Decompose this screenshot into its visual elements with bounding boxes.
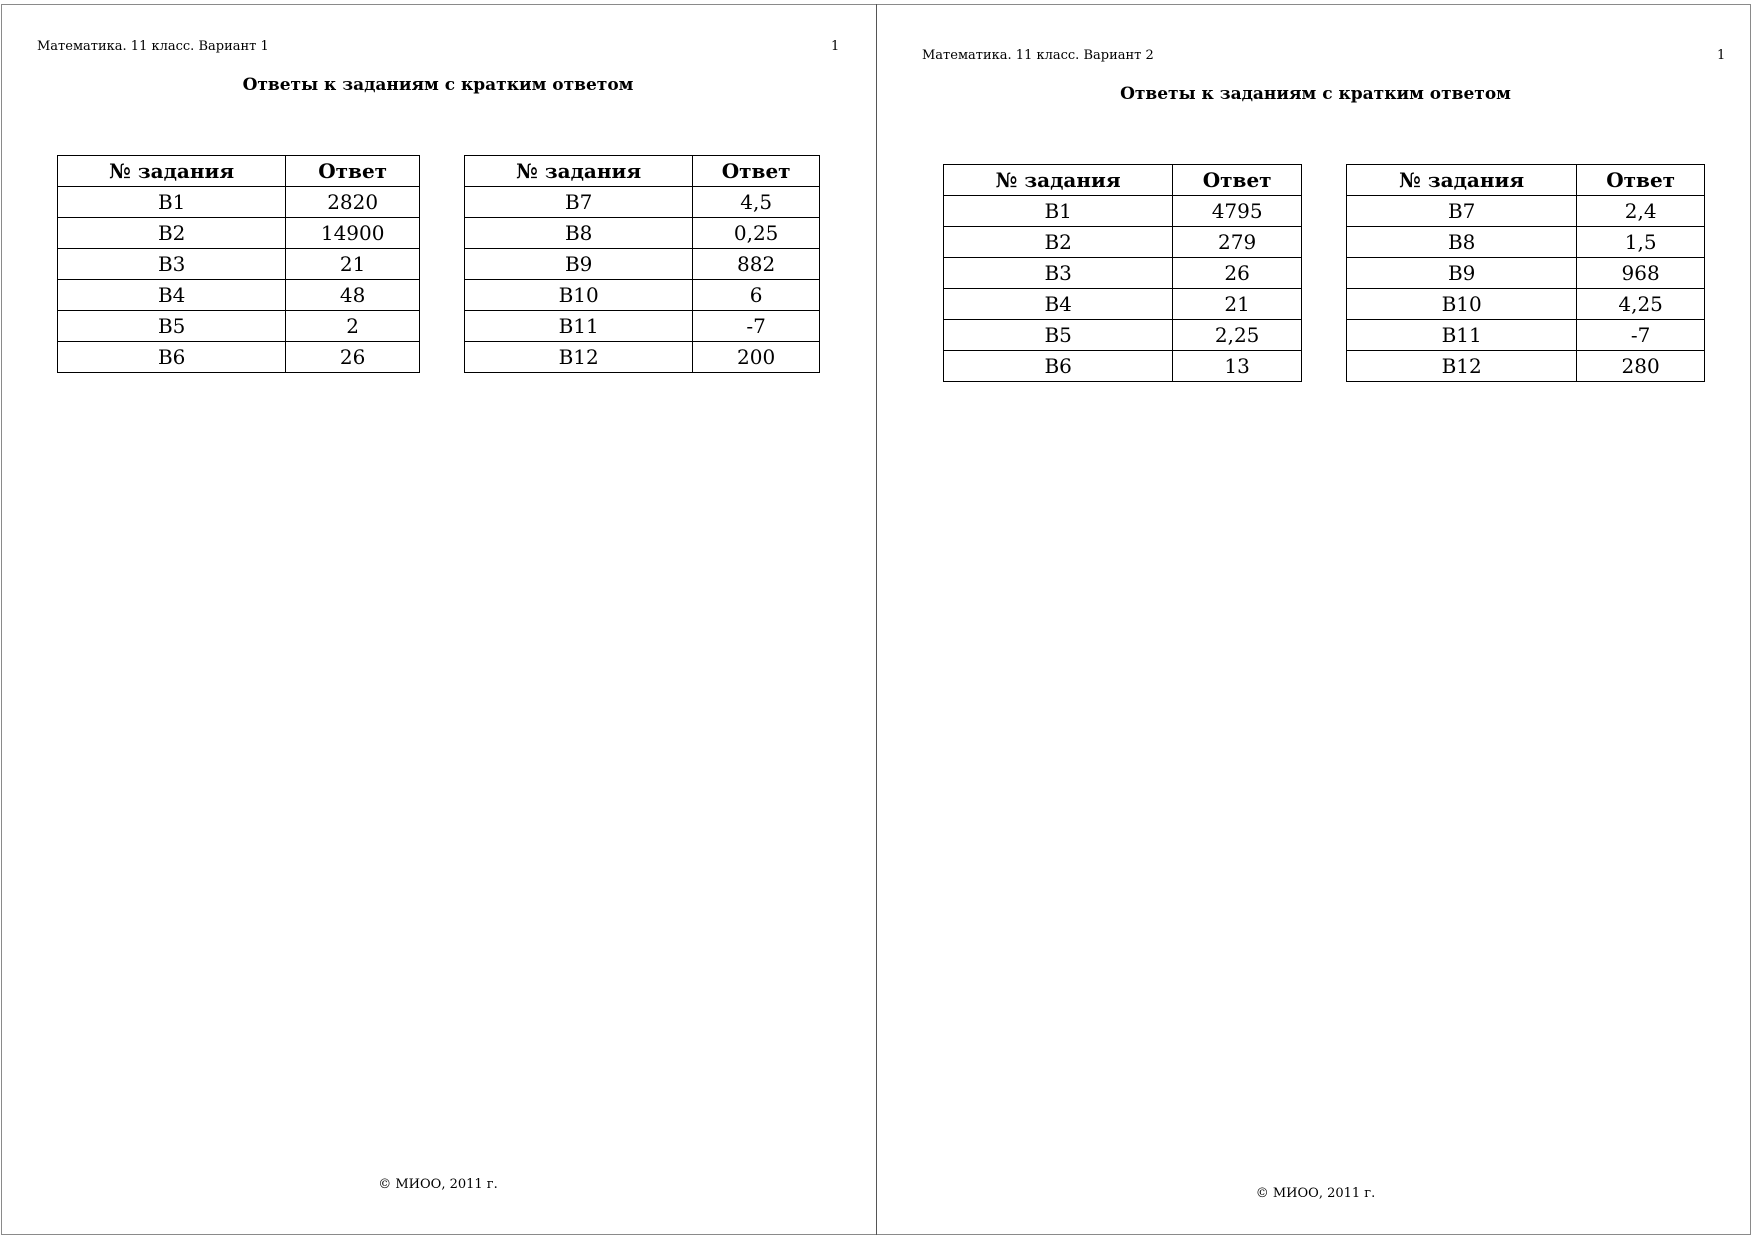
task-cell: B8 <box>465 218 693 249</box>
answer-cell: 0,25 <box>693 218 820 249</box>
answer-cell: 21 <box>1173 289 1302 320</box>
table-row <box>58 187 420 218</box>
table-row <box>1347 289 1705 320</box>
answer-cell: 6 <box>693 280 820 311</box>
table-row <box>58 249 420 280</box>
page-title: Ответы к заданиям с кратким ответом <box>242 75 634 95</box>
table-header-row <box>465 156 820 187</box>
task-cell: B1 <box>58 187 286 218</box>
table-row <box>58 342 420 373</box>
page-variant-2 <box>877 0 1754 1239</box>
table-row <box>465 342 820 373</box>
answer-cell: 26 <box>286 342 420 373</box>
column-header-answer: Ответ <box>286 156 420 187</box>
table-row <box>1347 227 1705 258</box>
task-cell: B2 <box>58 218 286 249</box>
answer-cell: 48 <box>286 280 420 311</box>
page-header: Математика. 11 класс. Вариант 2 <box>922 48 1154 63</box>
answer-cell: 14900 <box>286 218 420 249</box>
table-header-row <box>1347 165 1705 196</box>
task-cell: B12 <box>1347 351 1577 382</box>
task-cell: B3 <box>58 249 286 280</box>
task-cell: B6 <box>944 351 1173 382</box>
table-row <box>1347 351 1705 382</box>
column-header-task: № задания <box>58 156 286 187</box>
page-number: 1 <box>1717 48 1726 63</box>
table-row <box>944 320 1302 351</box>
answer-cell: 200 <box>693 342 820 373</box>
page-number: 1 <box>831 39 840 54</box>
table-row <box>944 227 1302 258</box>
answer-cell: 4,5 <box>693 187 820 218</box>
column-header-task: № задания <box>944 165 1173 196</box>
page-title: Ответы к заданиям с кратким ответом <box>1120 84 1511 104</box>
answers-table-left <box>943 164 1302 382</box>
task-cell: B3 <box>944 258 1173 289</box>
task-cell: B7 <box>465 187 693 218</box>
answer-cell: 26 <box>1173 258 1302 289</box>
task-cell: B12 <box>465 342 693 373</box>
answer-cell: 2,4 <box>1577 196 1705 227</box>
table-row <box>944 196 1302 227</box>
table-row <box>1347 320 1705 351</box>
answers-table-left <box>57 155 420 373</box>
answer-cell: 21 <box>286 249 420 280</box>
task-cell: B9 <box>1347 258 1577 289</box>
answer-cell: 2,25 <box>1173 320 1302 351</box>
column-header-task: № задания <box>465 156 693 187</box>
task-cell: B11 <box>1347 320 1577 351</box>
task-cell: B10 <box>1347 289 1577 320</box>
answer-cell: 1,5 <box>1577 227 1705 258</box>
page-variant-1 <box>0 0 876 1239</box>
answers-table-right <box>464 155 820 373</box>
answer-cell: 4795 <box>1173 196 1302 227</box>
page-header: Математика. 11 класс. Вариант 1 <box>37 39 269 54</box>
table-row <box>465 311 820 342</box>
table-row <box>58 280 420 311</box>
column-header-answer: Ответ <box>693 156 820 187</box>
task-cell: B5 <box>58 311 286 342</box>
page-footer: © МИОО, 2011 г. <box>378 1177 498 1192</box>
column-header-answer: Ответ <box>1577 165 1705 196</box>
task-cell: B4 <box>58 280 286 311</box>
task-cell: B10 <box>465 280 693 311</box>
answer-cell: 280 <box>1577 351 1705 382</box>
table-row <box>944 351 1302 382</box>
task-cell: B2 <box>944 227 1173 258</box>
answer-cell: 2820 <box>286 187 420 218</box>
task-cell: B1 <box>944 196 1173 227</box>
answer-cell: -7 <box>1577 320 1705 351</box>
task-cell: B11 <box>465 311 693 342</box>
table-row <box>465 280 820 311</box>
task-cell: B9 <box>465 249 693 280</box>
table-row <box>465 249 820 280</box>
task-cell: B4 <box>944 289 1173 320</box>
answer-cell: 13 <box>1173 351 1302 382</box>
table-row <box>944 289 1302 320</box>
answer-cell: 882 <box>693 249 820 280</box>
task-cell: B8 <box>1347 227 1577 258</box>
answer-cell: 968 <box>1577 258 1705 289</box>
task-cell: B6 <box>58 342 286 373</box>
table-row <box>944 258 1302 289</box>
answer-cell: 279 <box>1173 227 1302 258</box>
table-row <box>1347 258 1705 289</box>
answer-cell: -7 <box>693 311 820 342</box>
column-header-task: № задания <box>1347 165 1577 196</box>
answers-table-right <box>1346 164 1705 382</box>
table-row <box>1347 196 1705 227</box>
table-row <box>58 218 420 249</box>
column-header-answer: Ответ <box>1173 165 1302 196</box>
table-row <box>465 187 820 218</box>
page-footer: © МИОО, 2011 г. <box>1255 1186 1376 1201</box>
table-row <box>58 311 420 342</box>
task-cell: B7 <box>1347 196 1577 227</box>
answer-cell: 2 <box>286 311 420 342</box>
answer-cell: 4,25 <box>1577 289 1705 320</box>
table-header-row <box>944 165 1302 196</box>
table-header-row <box>58 156 420 187</box>
task-cell: B5 <box>944 320 1173 351</box>
table-row <box>465 218 820 249</box>
